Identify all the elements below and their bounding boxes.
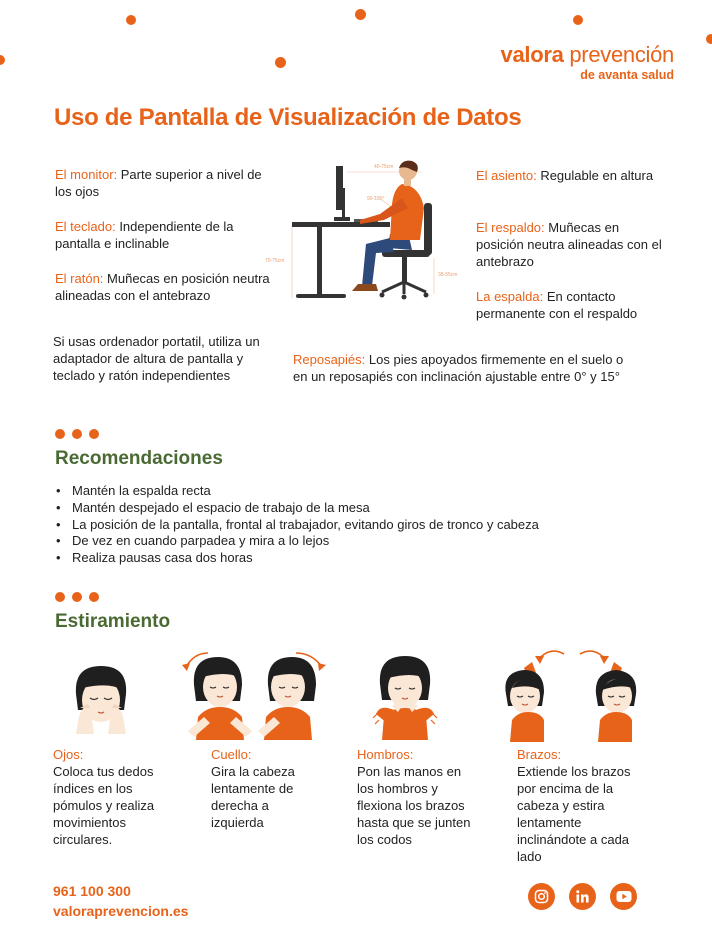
stretch-item-eyes — [53, 746, 178, 848]
brand-name-bold: valora — [500, 42, 564, 67]
posture-item-keyboard — [55, 218, 280, 252]
list-item: • Realiza pausas casa dos horas — [56, 550, 539, 567]
workstation-illustration — [262, 158, 472, 304]
posture-item-monitor — [55, 166, 280, 200]
section-title-recommendations: Recomendaciones — [55, 448, 223, 469]
instagram-icon[interactable] — [528, 883, 555, 910]
posture-label: El monitor: — [55, 167, 118, 182]
decor-dot — [573, 15, 583, 25]
stretch-text: Gira la cabeza lentamente de derecha a izquierda — [211, 764, 295, 830]
monitor — [334, 166, 350, 221]
posture-item-footrest — [293, 351, 638, 385]
contact-website[interactable]: valoraprevencion.es — [53, 903, 189, 919]
neck-stretch-illustration — [180, 645, 330, 740]
recommendations-list — [56, 483, 539, 567]
decor-dot — [275, 57, 286, 68]
list-item: • De vez en cuando parpadea y mira a lo lejos — [56, 533, 539, 550]
laptop-note: Si usas ordenador portatil, utiliza un adaptador de altura de pantalla y teclado y ratón independientes — [53, 334, 260, 383]
posture-label: El ratón: — [55, 271, 104, 286]
diagram-label-seat-height: 38-55cm — [438, 272, 458, 278]
stretch-label: Brazos: — [517, 747, 562, 762]
posture-text: Regulable en altura — [536, 168, 654, 183]
posture-item-backrest — [476, 219, 666, 270]
decor-dot — [706, 34, 712, 44]
posture-item-seat — [476, 167, 666, 184]
posture-item-mouse — [55, 270, 270, 304]
brand-tagline: de avanta salud — [580, 68, 674, 82]
stretch-item-arms — [517, 746, 647, 865]
posture-text: Muñecas en posición neutra alineadas con el antebrazo — [476, 220, 662, 269]
stretch-text: Extiende los brazos por encima de la cabeza y estira lentamente inclinándote a cada lado — [517, 764, 631, 864]
posture-label: El asiento: — [476, 168, 537, 183]
section-title-stretching: Estiramiento — [55, 611, 171, 632]
posture-item-back — [476, 288, 656, 322]
posture-label: El respaldo: — [476, 220, 545, 235]
diagram-label-angle: 90-120° — [367, 196, 385, 202]
posture-text: Parte superior a nivel de los ojos — [55, 167, 262, 199]
youtube-icon[interactable] — [610, 883, 637, 910]
arms-stretch-illustration — [498, 642, 648, 742]
stretch-item-shoulders — [357, 746, 479, 848]
contact-phone[interactable]: 961 100 300 — [53, 883, 131, 899]
posture-text: Los pies apoyados firmemente en el suelo o en un reposapiés con inclinación ajustable entre 0° y 15° — [293, 352, 624, 384]
decor-dot — [0, 55, 5, 65]
stretch-label: Ojos: — [53, 747, 84, 762]
stretch-text: Pon las manos en los hombros y flexiona los brazos hasta que se junten los codos — [357, 764, 471, 847]
stretch-item-neck — [211, 746, 316, 831]
stretch-text: Coloca tus dedos índices en los pómulos y realiza movimientos circulares. — [53, 764, 155, 847]
eyes-stretch-illustration — [70, 664, 132, 736]
stretch-label: Cuello: — [211, 747, 252, 762]
decor-dot — [126, 15, 136, 25]
page-title: Uso de Pantalla de Visualización de Datos — [54, 104, 522, 131]
linkedin-icon[interactable] — [569, 883, 596, 910]
diagram-label-desk-height: 70-75cm — [265, 258, 285, 264]
posture-text: En contacto permanente con el respaldo — [476, 289, 638, 321]
list-item: • Mantén despejado el espacio de trabajo de la mesa — [56, 500, 539, 517]
section-dots — [55, 592, 99, 602]
brand-name-thin: prevención — [563, 42, 674, 67]
list-item: • La posición de la pantalla, frontal al trabajador, evitando giros de tronco y cabeza — [56, 517, 539, 534]
stretch-label: Hombros: — [357, 747, 414, 762]
posture-label: La espalda: — [476, 289, 544, 304]
section-dots — [55, 429, 99, 439]
posture-text: Muñecas en posición neutra alineadas con el antebrazo — [55, 271, 270, 303]
decor-dot — [355, 9, 366, 20]
posture-text: Independiente de la pantalla e inclinable — [55, 219, 234, 251]
posture-label: El teclado: — [55, 219, 116, 234]
posture-label: Reposapiés: — [293, 352, 366, 367]
shoulders-stretch-illustration — [372, 654, 438, 740]
diagram-label-distance: 40-75cm — [374, 164, 394, 170]
brand-logo — [501, 44, 674, 82]
list-item: • Mantén la espalda recta — [56, 483, 539, 500]
